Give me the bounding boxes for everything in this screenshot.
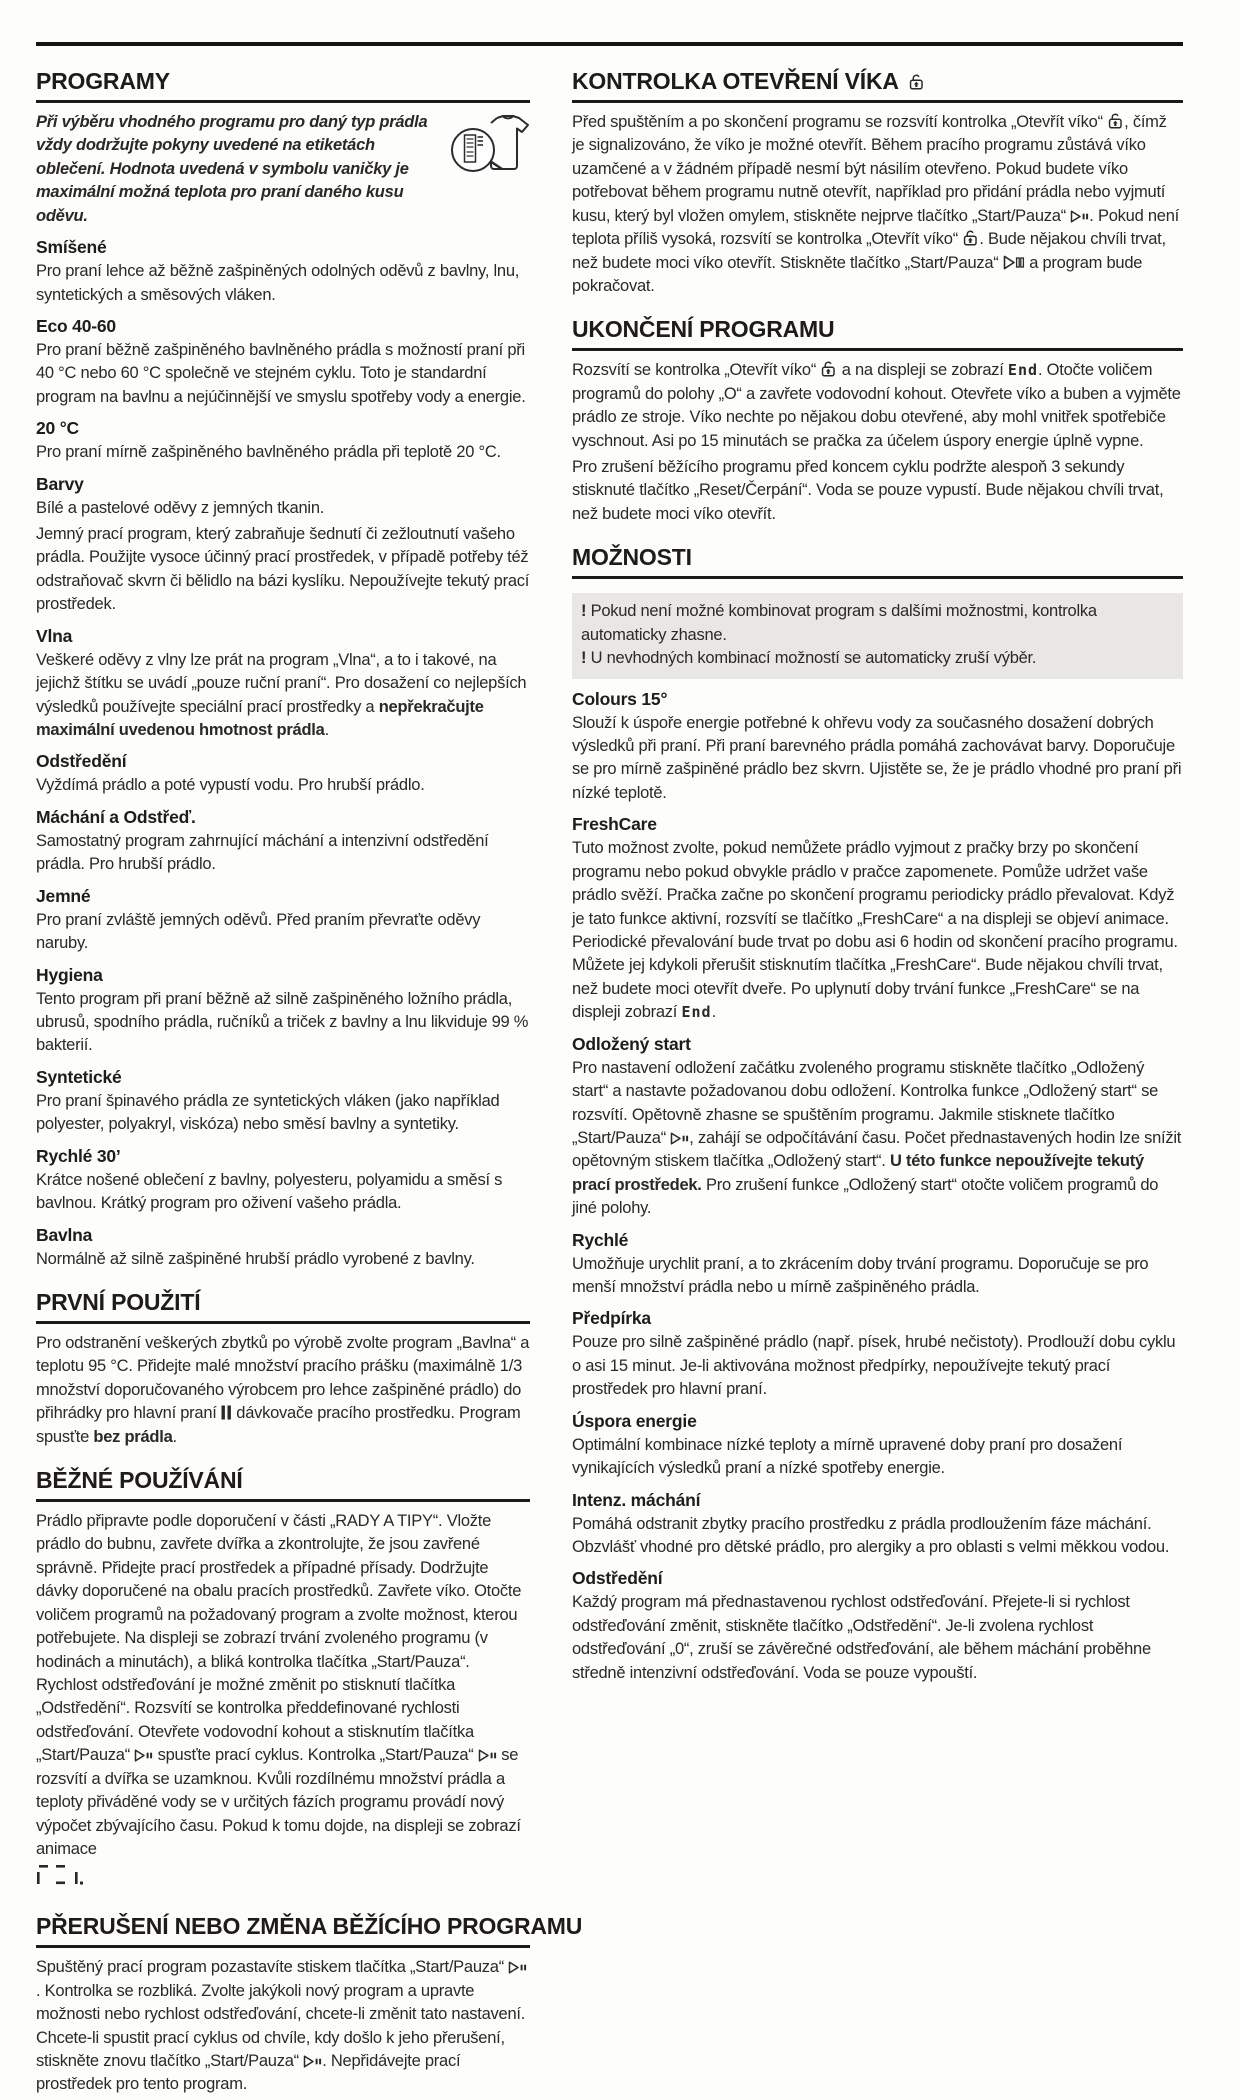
section-title: PROGRAMY — [36, 68, 170, 94]
text-run: Každý program má přednastavenou rychlost odstřeďování. Přejete-li si rychlost odstřeďování změnit, stiskněte tlačítko „Odstředění“. Je-li zvolena rychlost odstřeďování „0“, zruší se závěrečné odstřeďování, ale během máchání proběhne středně intenzivní odstřeďování. Voda se pouze vypouští. — [572, 1593, 1151, 1682]
paragraph — [36, 1169, 530, 1216]
text-run: Umožňuje urychlit praní, a to zkrácením doby trvání programu. Doporučuje se pro menší množství prádla nebo u mírně zašpiněného prádla. — [572, 1254, 1149, 1297]
section-title: PRVNÍ POUŽITÍ — [36, 1288, 201, 1315]
section-heading — [36, 1467, 530, 1502]
start-pause-icon — [478, 1749, 497, 1762]
paragraph — [36, 1248, 530, 1271]
text-run: U této funkce nepoužívejte tekutý prací prostředek. — [572, 1152, 1144, 1194]
text-run: nepřekračujte maximální uvedenou hmotnost prádla — [36, 697, 484, 740]
text-run: ! — [581, 602, 591, 621]
subsection-title: Colours 15° — [572, 688, 668, 709]
paragraph — [36, 830, 530, 877]
section-title: MOŽNOSTI — [572, 544, 692, 571]
paragraph — [36, 523, 530, 617]
time-animation-icon — [36, 1864, 92, 1890]
text-run: . — [711, 1003, 716, 1022]
paragraph — [572, 1434, 1183, 1481]
two-column-layout — [36, 68, 1183, 2100]
text-run: Před spuštěním a po skončení programu se rozsvítí kontrolka „Otevřít víko“ — [572, 113, 1108, 131]
text-run: dávkovače pracího prostředku. Program spusťte — [36, 1404, 521, 1446]
text-run: Normálně až silně zašpiněné hrubší prádlo vyrobené z bavlny. — [36, 1249, 475, 1268]
text-run: Bílé a pastelové oděvy z jemných tkanin. — [36, 498, 325, 517]
paragraph — [36, 441, 530, 464]
start-pause-icon — [670, 1132, 689, 1145]
paragraph — [36, 497, 530, 520]
paragraph — [36, 1510, 530, 1861]
subsection-title: Rychlé 30’ — [36, 1145, 121, 1166]
text-run: Při výběru vhodného programu pro daný typ prádla vždy dodržujte pokyny uvedené na etiketách oblečení. Hodnota uvedená v symbolu vaničky je maximální možná teplota pro praní daného kusu oděvu. — [36, 113, 428, 225]
subsection-title: Barvy — [36, 473, 84, 494]
section-heading — [572, 68, 1183, 103]
subsection-title: Syntetické — [36, 1066, 122, 1087]
text-run: Pro praní lehce až běžně zašpiněných odolných oděvů z bavlny, lnu, syntetických a směsových vláken. — [36, 262, 520, 304]
subsection-title: Smíšené — [36, 237, 107, 258]
paragraph — [572, 837, 1183, 1024]
section-heading — [572, 316, 1183, 351]
paragraph — [36, 260, 530, 307]
text-run: Pro zrušení funkce „Odložený start“ otočte voličem programů do jiné polohy. — [572, 1175, 1159, 1218]
start-pause-icon — [134, 1749, 153, 1762]
section-title: PŘERUŠENÍ NEBO ZMĚNA BĚŽÍCÍHO PROGRAMU — [36, 1913, 583, 1940]
section-title: UKONČENÍ PROGRAMU — [572, 316, 835, 343]
paragraph — [36, 1332, 530, 1449]
section-heading — [36, 1289, 530, 1324]
lid-unlock-icon — [820, 360, 837, 377]
subsection-title: Odstředění — [572, 1568, 663, 1589]
text-run: Pro nastavení odložení začátku zvoleného programu stiskněte tlačítko „Odložený start“ a nastavte požadovanou dobu odložení. Kontrolka funkce „Odložený start“ se rozsvítí. Opětovně zhasne se spuštěním programu. Jakmile stisknete tlačítko „Start/Pauza“ — [572, 1058, 1159, 1147]
text-run: End — [1007, 361, 1039, 380]
text-run: . Nepřidávejte prací prostředek pro tento program. — [36, 2052, 461, 2094]
paragraph — [36, 1090, 530, 1137]
start-pause-icon — [303, 2055, 322, 2068]
text-run: bez prádla — [93, 1427, 173, 1446]
section-title: BĚŽNÉ POUŽÍVÁNÍ — [36, 1467, 243, 1494]
care-label-icon — [450, 114, 530, 186]
paragraph — [572, 1591, 1183, 1685]
subsection-title: Vlna — [36, 625, 73, 646]
subsection-title: Eco 40-60 — [36, 315, 116, 336]
text-run: a program bude pokračovat. — [572, 253, 1143, 295]
text-run: Jemný prací program, který zabraňuje šednutí či zežloutnutí vašeho prádla. Použijte vysoce účinný prací prostředek, v případě potřeby též odstraňovač skvrn či bělidlo na bázi kyslíku. Nepoužívejte tekutý prací prostředek. — [36, 525, 530, 614]
text-run: U nevhodných kombinací možností se automaticky zruší výběr. — [590, 649, 1037, 668]
detergent-main-wash-icon — [221, 1405, 232, 1420]
text-run: . Pokud není teplota příliš vysoká, rozsvítí se kontrolka „Otevřít víko“ — [572, 206, 1179, 249]
text-run: Samostatný program zahrnující máchání a intenzivní odstředění prádla. Pro hrubší prádlo. — [36, 831, 489, 874]
text-run: Pouze pro silně zašpiněné prádlo (např. písek, hrubé nečistoty). Prodlouží dobu cyklu o asi 15 minut. Je-li aktivována možnost předpírky, nepoužívejte tekutý prací prostředek pro hlavní praní. — [572, 1333, 1176, 1399]
paragraph — [572, 1331, 1183, 1401]
subsection-title: Úspora energie — [572, 1410, 697, 1431]
text-run: a na displeji se zobrazí — [837, 361, 1008, 380]
subsection-title: Odložený start — [572, 1033, 691, 1054]
subsection-title: FreshCare — [572, 814, 657, 835]
text-run: Krátce nošené oblečení z bavlny, polyesteru, polyamidu a směsí s bavlnou. Krátký program pro oživení vašeho prádla. — [36, 1170, 503, 1213]
text-run: . Kontrolka se rozbliká. Zvolte jakýkoli nový program a upravte možnosti nebo rychlost odstřeďování, chcete-li změnit tato nastavení. Chcete-li spustit prací cyklus od chvíle, kdy došlo k jeho přerušení, stiskněte znovu tlačítko „Start/Pauza“ — [36, 1981, 526, 2071]
text-run: . — [172, 1427, 177, 1446]
text-run: Vyždímá prádlo a poté vypustí vodu. Pro hrubší prádlo. — [36, 776, 425, 795]
start-pause-icon — [508, 1961, 527, 1974]
text-run: Rozsvítí se kontrolka „Otevřít víko“ — [572, 361, 821, 380]
text-run: Pro odstranění veškerých zbytků po výrobě zvolte program „Bavlna“ a teplotu 95 °C. Přidejte malé množství pracího prášku (maximálně 1/3 množství doporučovaného výrobcem pro lehce zašpiněné prádlo) do přihrádky pro hlavní praní — [36, 1333, 530, 1423]
section-heading — [36, 1913, 583, 1948]
text-run: Pokud není možné kombinovat program s dalšími možnostmi, kontrolka automaticky zhasne. — [581, 602, 1097, 644]
paragraph — [36, 339, 530, 409]
text-run: Pomáhá odstranit zbytky pracího prostředku z prádla prodloužením fáze máchání. Obzvlášť vhodné pro dětské prádlo, pro alergiky a pro oblasti s velmi měkkou vodou. — [572, 1514, 1170, 1556]
paragraph — [572, 712, 1183, 806]
text-run: End — [681, 1003, 712, 1022]
paragraph — [36, 909, 530, 956]
text-run: , čímž je signalizováno, že víko je možné otevřít. Během pracího programu zůstává víko uzamčené a v žádném případě nesmí být násilím otevřeno. Pokud budete víko potřebovat během programu nutně otevřít, například pro přidání prádla nebo vyjmutí kusu, který byl vložen omylem, stiskněte nejprve tlačítko „Start/Pauza“ — [572, 113, 1167, 225]
subsection-title: Odstředění — [36, 751, 127, 772]
subsection-title: Intenz. máchání — [572, 1489, 701, 1510]
text-run: . Otočte voličem programů do polohy „O“ a zavřete vodovodní kohout. Otevřete víko a buben a vyjměte prádlo ze stroje. Víko nechte po nějakou dobu otevřené, aby mohl vnitřek spotřebiče vyschnout. Asi po 15 minutách se pračka za účelem úspory energie úplně vypne. — [572, 361, 1181, 450]
paragraph — [572, 359, 1183, 453]
text-run: Prádlo připravte podle doporučení v části „RADY A TIPY“. Vložte prádlo do bubnu, zavřete dvířka a zkontrolujte, že jsou zavřené správně. Přidejte prací prostředek a případné přísady. Dodržujte dávky doporučené na obalu pracích prostředků. Zavřete víko. Otočte voličem programů na požadovaný program a zvolte možnost, kterou potřebujete. Na displeji se zobrazí trvání zvoleného programu (v hodinách a minutách), a bliká kontrolka tlačítka „Start/Pauza“. Rychlost odstřeďování je možné změnit po stisknutí tlačítka „Odstředění“. Rozsvítí se kontrolka předdefinované rychlosti odstřeďování. Otevřete vodovodní kohout a stisknutím tlačítka „Start/Pauza“ — [36, 1512, 522, 1765]
section-heading — [572, 544, 1183, 579]
text-run: Slouží k úspoře energie potřebné k ohřevu vody za současného dosažení dobrých výsledků při praní. Při praní barevného prádla pomáhá zachovávat barvy. Doporučuje se pro mírně zašpiněné prádlo bez skvrn. Ujistěte se, že je prádlo vhodné pro praní při nízké teplotě. — [572, 713, 1182, 802]
lid-unlock-icon — [1107, 112, 1124, 129]
subsection-title: Předpírka — [572, 1308, 651, 1329]
paragraph — [36, 988, 530, 1058]
note-box — [572, 593, 1183, 678]
subsection-title: Máchání a Odstřeď. — [36, 806, 196, 827]
paragraph — [572, 111, 1183, 298]
subsection-title: Rychlé — [572, 1229, 629, 1250]
subsection-title: Bavlna — [36, 1224, 93, 1245]
subsection-title: 20 °C — [36, 418, 79, 439]
text-run: , zahájí se odpočítávání času. Počet přednastavených hodin lze snížit opětovným stiskem tlačítka „Odložený start“. — [572, 1128, 1182, 1171]
text-run: Spuštěný prací program pozastavíte stiskem tlačítka „Start/Pauza“ — [36, 1958, 509, 1977]
top-rule — [36, 42, 1183, 46]
text-run: . Bude nějakou chvíli trvat, než budete moci víko otevřít. Stiskněte tlačítko „Start/Pauza“ — [572, 230, 1166, 272]
paragraph — [572, 1513, 1183, 1560]
text-run: se rozsvítí a dvířka se uzamknou. Kvůli rozdílnému množství prádla a teploty přiváděné vody se v určitých fázích programu provádí nový výpočet zbývajícího času. Pokud k tomu dojde, na displeji se zobrazí animace — [36, 1746, 521, 1858]
paragraph — [572, 1253, 1183, 1300]
left-column — [36, 68, 583, 2100]
text-run: Pro zrušení běžícího programu před koncem cyklu podržte alespoň 3 sekundy stisknuté tlačítko „Reset/Čerpání“. Voda se pouze vypustí. Bude nějakou chvíli trvat, než budete moci víko otevřít. — [572, 458, 1164, 523]
paragraph — [572, 456, 1183, 526]
lid-unlock-icon — [962, 229, 979, 246]
paragraph — [36, 774, 530, 797]
text-run: Pro praní běžně zašpiněného bavlněného prádla s možností praní při 40 °C nebo 60 °C společně ve stejném cyklu. Toto je standardní program na bavlnu a nejúčinnější ve smyslu spotřeby vody a energie. — [36, 340, 526, 406]
figure — [36, 1864, 530, 1895]
start-pause-icon — [1070, 210, 1089, 223]
text-run: Optimální kombinace nízké teploty a mírně upravené doby praní pro dosažení vynikajících výsledků praní a nízké spotřeby energie. — [572, 1435, 1123, 1478]
section-title: KONTROLKA OTEVŘENÍ VÍKA — [572, 68, 899, 94]
subsection-title: Jemné — [36, 885, 91, 906]
lid-unlock-icon — [908, 73, 925, 90]
right-column — [572, 68, 1183, 1688]
note-line — [581, 647, 1174, 670]
text-run: Pro praní mírně zašpiněného bavlněného prádla při teplotě 20 °C. — [36, 443, 501, 462]
paragraph — [572, 1057, 1183, 1221]
text-run: Tuto možnost zvolte, pokud nemůžete prádlo vyjmout z pračky brzy po skončení programu nebo pokud obvykle prádlo v pračce zapomenete. Pomůže udržet vaše prádlo svěží. Pračka začne po skončení programu periodicky prádlo převalovat. Když je tato funkce aktivní, rozsvítí se tlačítko „FreshCare“ a na displeji se objeví animace. Periodické převalování bude trvat po dobu asi 6 hodin od skončení pracího programu. Můžete jej kdykoli přerušit stisknutím tlačítka „FreshCare“. Bude nějakou chvíli trvat, než budete moci otevřít dveře. Po uplynutí doby trvání funkce „FreshCare“ se na displeji zobrazí — [572, 839, 1178, 1022]
text-run: ! — [581, 649, 591, 668]
paragraph — [36, 1956, 530, 2097]
text-run: Tento program při praní běžně až silně zašpiněného ložního prádla, ubrusů, spodního prádla, ručníků a triček z bavlny a lnu likviduje 99 % bakterií. — [36, 989, 529, 1055]
subsection-title: Hygiena — [36, 964, 103, 985]
text-run: spusťte prací cyklus. Kontrolka „Start/Pauza“ — [153, 1746, 478, 1765]
note-line — [581, 600, 1174, 647]
text-run: . — [324, 721, 329, 740]
text-run: Pro praní špinavého prádla ze syntetických vláken (jako například polyester, polyakryl, viskóza) nebo směsí bavlny a syntetiky. — [36, 1091, 500, 1134]
start-pause-continue-icon — [1003, 255, 1025, 270]
section-heading — [36, 68, 530, 103]
paragraph — [36, 111, 530, 228]
text-run: Veškeré oděvy z vlny lze prát na program „Vlna“, a to i takové, na jejichž štítku se uvádí „pouze ruční praní“. Pro dosažení co nejlepších výsledků používejte speciální prací prostředky a — [36, 650, 527, 716]
paragraph — [36, 649, 530, 743]
text-run: Pro praní zvláště jemných oděvů. Před praním převraťte oděvy naruby. — [36, 910, 481, 953]
